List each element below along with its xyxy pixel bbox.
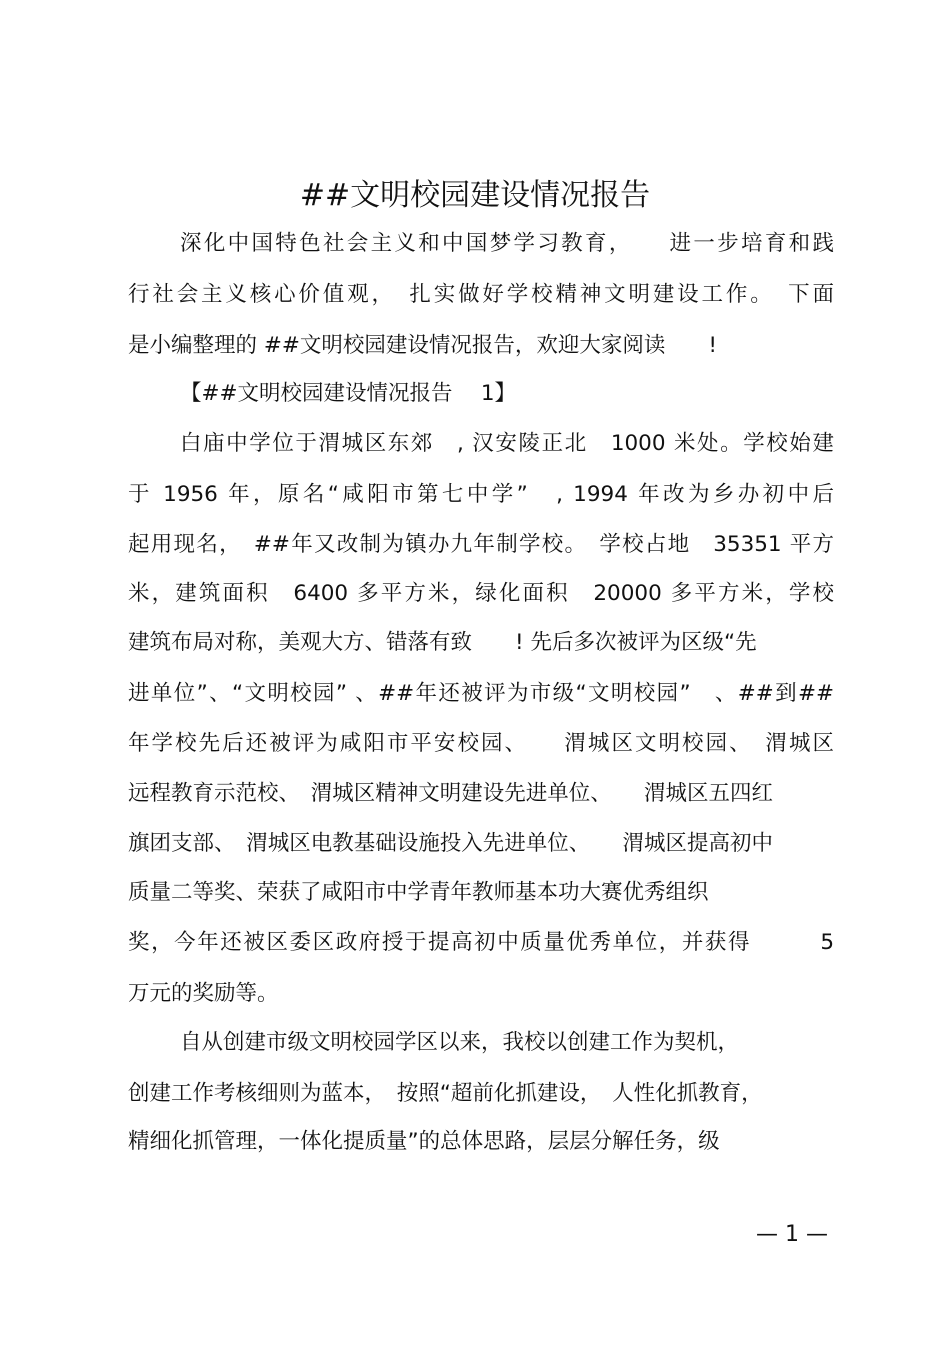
paragraph-line: 起用现名， ##年又改制为镇办九年制学校。 学校占地 35351 平方 xyxy=(128,532,834,557)
section-heading: 【##文明校园建设情况报告 1】 xyxy=(180,381,517,406)
paragraph-line: 年学校先后还被评为咸阳市平安校园、 渭城区文明校园、 渭城区 xyxy=(128,731,834,756)
paragraph-line: 建筑布局对称，美观大方、错落有致 ! 先后多次被评为区级“先 xyxy=(128,630,757,655)
paragraph-line: 奖，今年还被区委区政府授于提高初中质量优秀单位，并获得 5 xyxy=(128,930,834,955)
paragraph-line: 米，建筑面积 6400 多平方米，绿化面积 20000 多平方米，学校 xyxy=(128,581,834,606)
paragraph-line: 旗团支部、 渭城区电教基础设施投入先进单位、 渭城区提高初中 xyxy=(128,831,774,856)
paragraph-line: 白庙中学位于渭城区东郊 , 汉安陵正北 1000 米处。学校始建 xyxy=(180,431,834,456)
paragraph-line: 进单位”、“文明校园” 、##年还被评为市级“文明校园” 、##到## xyxy=(128,681,834,706)
paragraph-line: 行社会主义核心价值观， 扎实做好学校精神文明建设工作。 下面 xyxy=(128,282,834,307)
paragraph-line: 自从创建市级文明校园学区以来，我校以创建工作为契机， xyxy=(180,1030,740,1055)
paragraph-line: 远程教育示范校、 渭城区精神文明建设先进单位、 渭城区五四红 xyxy=(128,781,774,806)
paragraph-line: 精细化抓管理，一体化提质量”的总体思路，层层分解任务，级 xyxy=(128,1129,720,1154)
paragraph-line: 万元的奖励等。 xyxy=(128,981,279,1006)
paragraph-line: 质量二等奖、荣获了咸阳市中学青年教师基本功大赛优秀组织 xyxy=(128,880,709,905)
paragraph-line: 于 1956 年，原名“咸阳市第七中学” , 1994 年改为乡办初中后 xyxy=(128,482,834,507)
page-number: — 1 — xyxy=(756,1222,828,1247)
paragraph-line: 深化中国特色社会主义和中国梦学习教育， 进一步培育和践 xyxy=(180,231,834,256)
paragraph-line: 是小编整理的 ##文明校园建设情况报告，欢迎大家阅读 ! xyxy=(128,333,717,358)
document-title: ##文明校园建设情况报告 xyxy=(299,178,651,213)
paragraph-line: 创建工作考核细则为蓝本， 按照“超前化抓建设， 人性化抓教育， xyxy=(128,1081,763,1106)
